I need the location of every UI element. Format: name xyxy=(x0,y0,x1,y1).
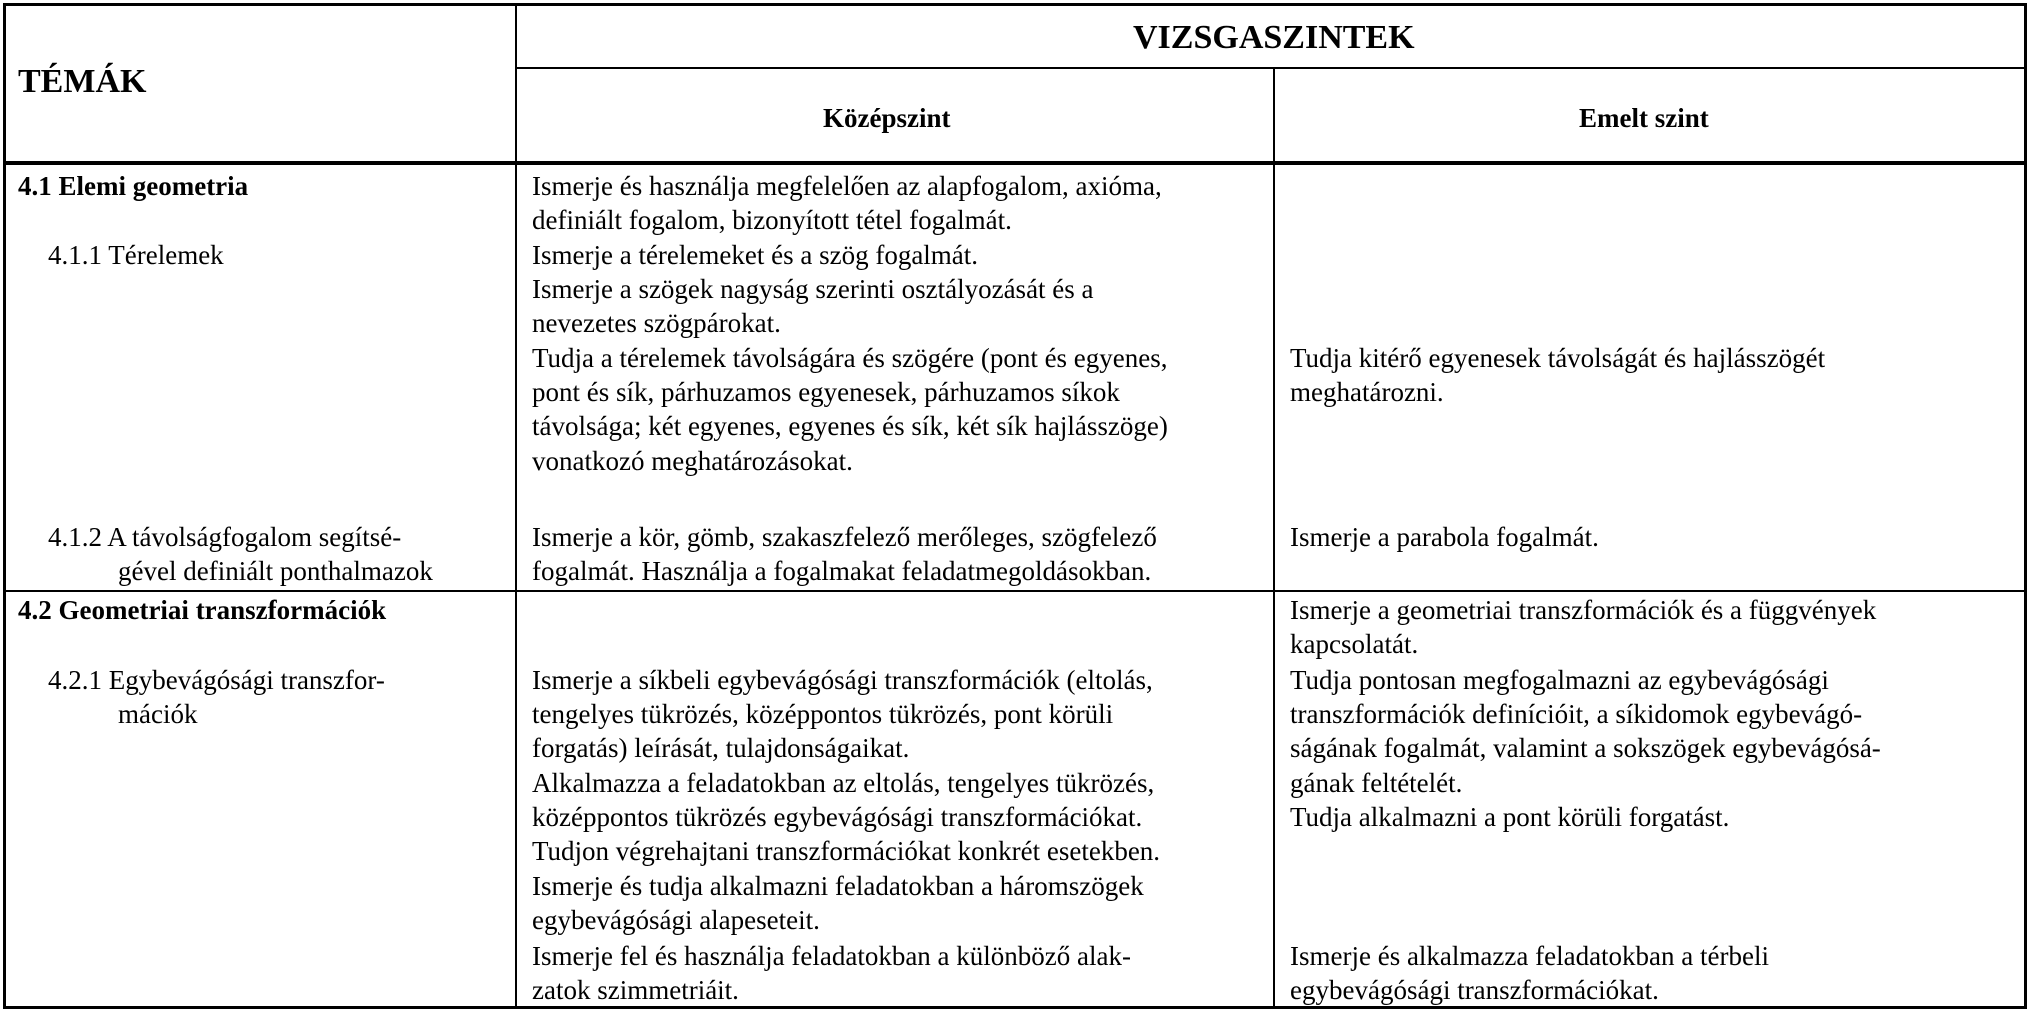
adv-4-2-intro-line: kapcsolatát. xyxy=(1290,629,1419,659)
mid-4-2-line: egybevágósági alapeseteit. xyxy=(532,905,820,935)
mid-4-1-line: definiált fogalom, bizonyított tétel fogalmát. xyxy=(532,205,1012,235)
mid-4-1-line: Ismerje és használja megfelelően az alapfogalom, axióma, xyxy=(532,171,1162,201)
section-title-4-2: 4.2 Geometriai transzformációk xyxy=(18,595,387,625)
mid-4-1-line: Ismerje a szögek nagyság szerinti osztályozását és a xyxy=(532,274,1094,304)
mid-4-2-line: középpontos tükrözés egybevágósági transzformációkat. xyxy=(532,802,1143,832)
adv-4-2-line: ságának fogalmát, valamint a sokszögek egybevágósá- xyxy=(1290,733,1881,763)
mid-4-1-line: vonatkozó meghatározásokat. xyxy=(532,446,853,476)
header-vizsgaszintek: VIZSGASZINTEK xyxy=(1133,19,1415,56)
mid-4-1-line: nevezetes szögpárokat. xyxy=(532,308,781,338)
section-title-4-1: 4.1 Elemi geometria xyxy=(18,171,249,201)
mid-4-2-line: tengelyes tükrözés, középpontos tükrözés, pont körüli xyxy=(532,699,1114,729)
section-divider xyxy=(3,590,2027,592)
mid-4-1-line: Ismerje a térelemeket és a szög fogalmát. xyxy=(532,240,979,270)
adv-4-1-line: meghatározni. xyxy=(1290,377,1444,407)
header-temak: TÉMÁK xyxy=(18,63,147,100)
mid-4-2-line: Ismerje a síkbeli egybevágósági transzformációk (eltolás, xyxy=(532,665,1153,695)
adv-4-1-line: Tudja kitérő egyenesek távolságát és hajlásszögét xyxy=(1290,343,1826,373)
subtopic-4-2-1-line2: mációk xyxy=(118,699,198,729)
mid-4-1-2-line: Ismerje a kör, gömb, szakaszfelező merőleges, szögfelező xyxy=(532,522,1157,552)
adv-4-2-line: Tudja pontosan megfogalmazni az egybevágósági xyxy=(1290,665,1829,695)
adv-4-2-3d-line: Ismerje és alkalmazza feladatokban a térbeli xyxy=(1290,941,1769,971)
mid-4-1-2-line: fogalmát. Használja a fogalmakat feladatmegoldásokban. xyxy=(532,556,1152,586)
mid-4-1-line: pont és sík, párhuzamos egyenesek, párhuzamos síkok xyxy=(532,377,1120,407)
subtopic-4-2-1-line1: 4.2.1 Egybevágósági transzfor- xyxy=(48,665,385,695)
mid-4-2-line: Ismerje és tudja alkalmazni feladatokban a háromszögek xyxy=(532,871,1144,901)
adv-4-1-2-line: Ismerje a parabola fogalmát. xyxy=(1290,522,1599,552)
subtopic-4-1-2-line2: gével definiált ponthalmazok xyxy=(118,556,433,586)
subtopic-4-1-1: 4.1.1 Térelemek xyxy=(48,240,224,270)
mid-4-2-line: Ismerje fel és használja feladatokban a különböző alak- xyxy=(532,941,1131,971)
header-bottom-rule xyxy=(3,161,2027,165)
adv-4-2-intro-line: Ismerje a geometriai transzformációk és a függvények xyxy=(1290,595,1877,625)
column-divider-2 xyxy=(1273,68,1275,1009)
adv-4-2-line: Tudja alkalmazni a pont körüli forgatást. xyxy=(1290,802,1730,832)
mid-4-2-line: forgatás) leírását, tulajdonságaikat. xyxy=(532,733,910,763)
adv-4-2-line: gának feltételét. xyxy=(1290,768,1463,798)
mid-4-1-line: távolsága; két egyenes, egyenes és sík, két sík hajlásszöge) xyxy=(532,411,1168,441)
mid-4-2-line: Tudjon végrehajtani transzformációkat konkrét esetekben. xyxy=(532,836,1161,866)
mid-4-1-line: Tudja a térelemek távolságára és szögére (pont és egyenes, xyxy=(532,343,1168,373)
adv-4-2-line: transzformációk definícióit, a síkidomok egybevágó- xyxy=(1290,699,1863,729)
mid-4-2-line: Alkalmazza a feladatokban az eltolás, tengelyes tükrözés, xyxy=(532,768,1155,798)
mid-4-2-line: zatok szimmetriáit. xyxy=(532,975,739,1005)
header-emelt-szint: Emelt szint xyxy=(1579,103,1709,133)
header-kozepszint: Középszint xyxy=(823,103,951,133)
column-divider-1 xyxy=(515,3,517,1009)
adv-4-2-3d-line: egybevágósági transzformációkat. xyxy=(1290,975,1659,1005)
header-group-divider xyxy=(515,67,2027,69)
subtopic-4-1-2-line1: 4.1.2 A távolságfogalom segítsé- xyxy=(48,522,402,552)
